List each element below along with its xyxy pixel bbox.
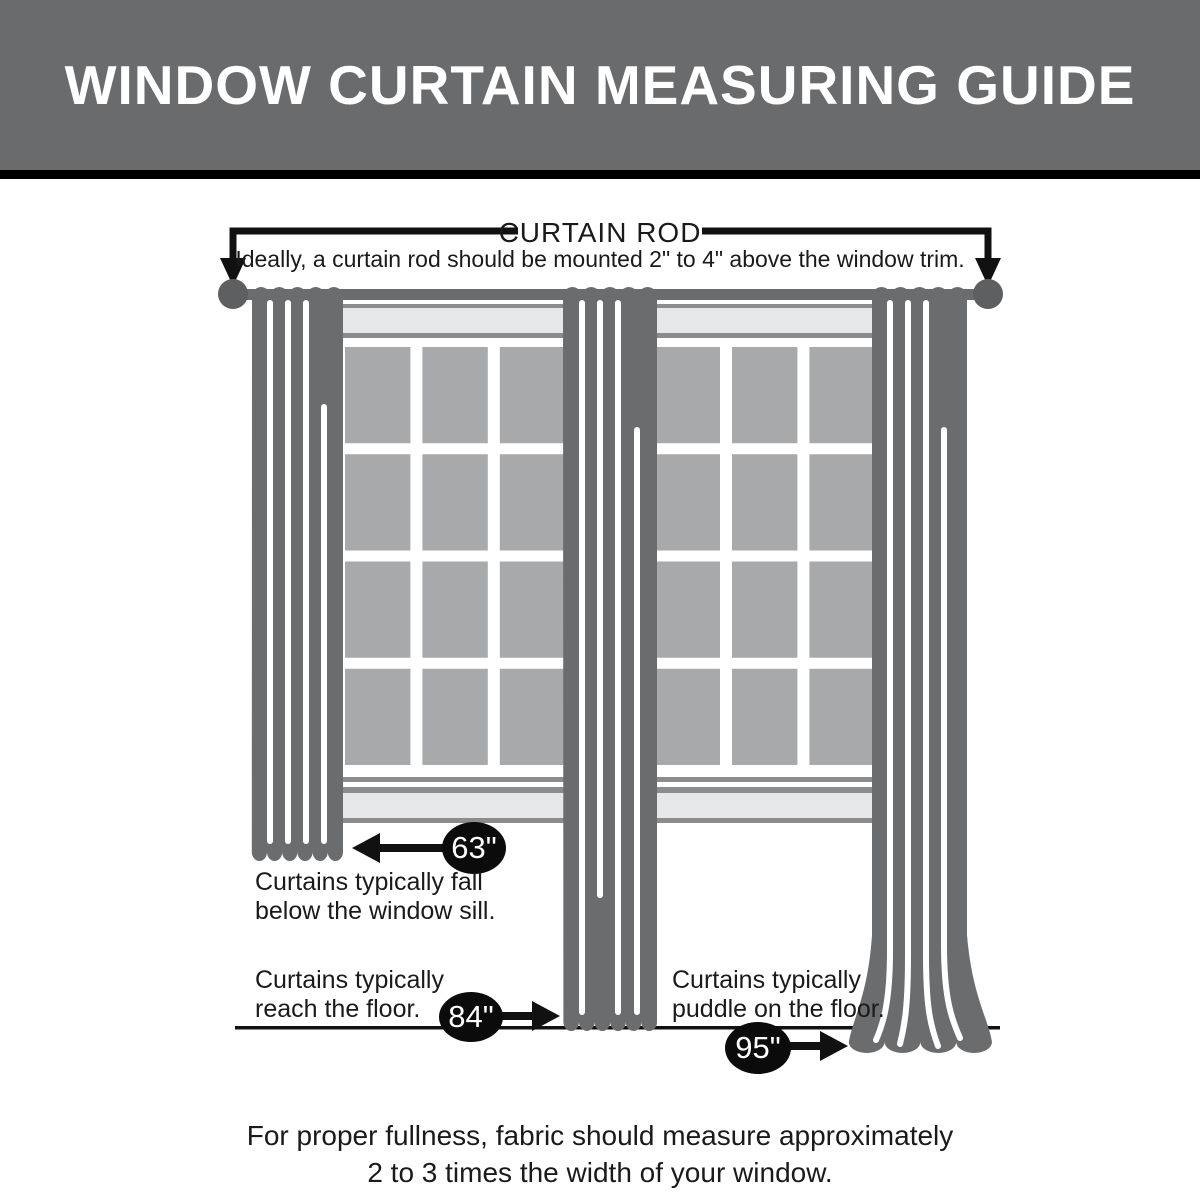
length-badge-63-value: 63" [451, 830, 497, 865]
caption-sill-length-line1: Curtains typically fall [255, 868, 483, 896]
rod-finial-right [973, 279, 1003, 309]
caption-sill-length [255, 868, 495, 926]
length-badge-84-value: 84" [448, 999, 494, 1034]
curtain-floor-length-body [563, 287, 657, 1031]
curtain-sill-length-body [252, 287, 343, 861]
fullness-note [0, 1117, 1200, 1191]
length-badge-63 [442, 822, 506, 874]
length-badge-95-value: 95" [735, 1030, 781, 1065]
caption-floor-length [255, 966, 444, 1024]
caption-floor-length-line2: reach the floor. [255, 995, 421, 1023]
rod-finial-left [218, 279, 248, 309]
caption-sill-length-line2: below the window sill. [255, 897, 496, 925]
curtain-floor-length [563, 287, 657, 1031]
curtain-rod-label: CURTAIN ROD [498, 217, 702, 248]
length-badge-95 [725, 1022, 791, 1074]
fullness-note-line1: For proper fullness, fabric should measure approximately [246, 1120, 954, 1151]
length-badge-84 [439, 992, 503, 1042]
caption-puddle-length-line1: Curtains typically [672, 966, 861, 994]
caption-puddle-length [672, 966, 885, 1024]
caption-puddle-length-line2: puddle on the floor. [672, 995, 885, 1023]
page-title: WINDOW CURTAIN MEASURING GUIDE [64, 54, 1136, 116]
curtain-rod-note: Ideally, a curtain rod should be mounted 2" to 4" above the window trim. [235, 246, 965, 272]
fullness-note-line2: 2 to 3 times the width of your window. [367, 1157, 833, 1188]
curtain-sill-length [252, 287, 343, 861]
caption-floor-length-line1: Curtains typically [255, 966, 444, 994]
